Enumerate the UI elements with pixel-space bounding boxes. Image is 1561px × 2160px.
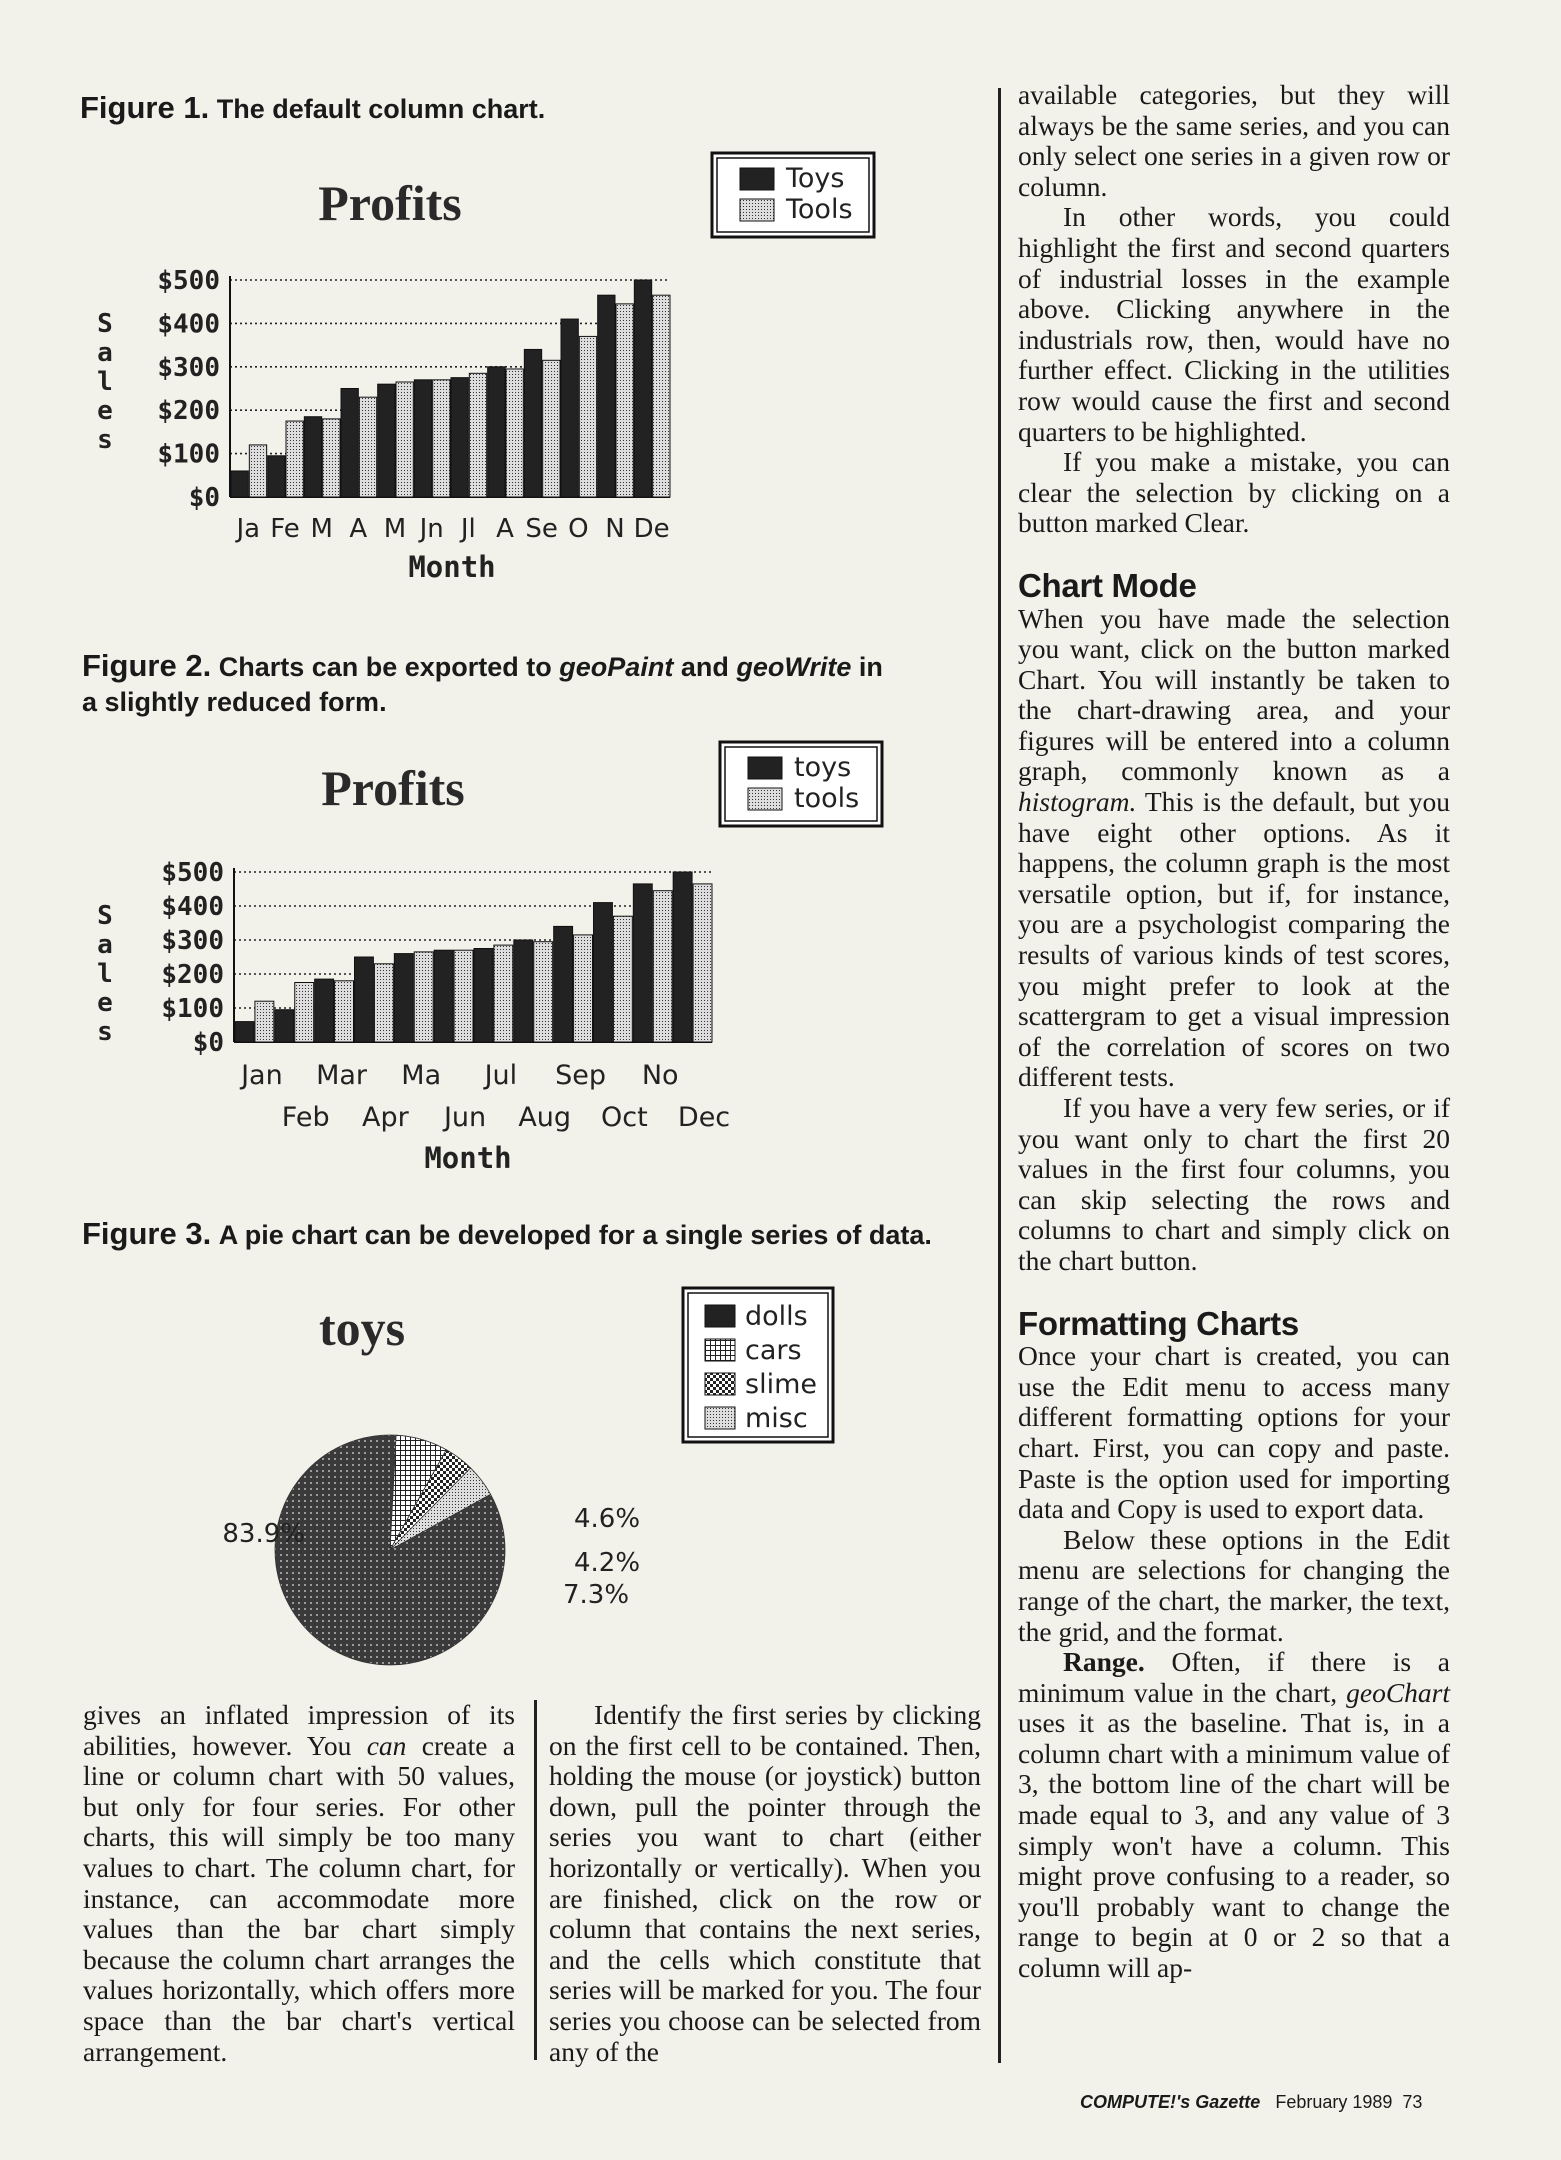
pie-label-cars: 4.6% bbox=[574, 1504, 641, 1534]
bar-toys bbox=[554, 926, 573, 1042]
section-heading-formatting-charts: Formatting Charts bbox=[1018, 1304, 1299, 1342]
column-1-text bbox=[83, 1700, 515, 2067]
column-3-text bbox=[1018, 80, 1450, 1984]
col3-paragraph-2: If you make a mistake, you can clear the selection by clicking on a button marked Clear. bbox=[1018, 446, 1450, 539]
bar-toys bbox=[304, 417, 321, 497]
bar-tools bbox=[693, 884, 712, 1042]
bar-tools bbox=[469, 373, 486, 497]
legend-label-tools: Tools bbox=[786, 194, 853, 225]
col3-p7-range-label: Range. bbox=[1063, 1646, 1145, 1678]
y-axis-title-letter: S bbox=[97, 901, 113, 931]
figure1-caption-text: The default column chart. bbox=[216, 94, 546, 124]
col3-paragraph-0: available categories, but they will always be the same series, and you can only select one series in a given row or column. bbox=[1018, 79, 1450, 202]
y-tick-label: $0 bbox=[192, 1028, 224, 1058]
x-tick-label: Jul bbox=[484, 1060, 518, 1091]
col1-text-can: can bbox=[366, 1729, 407, 1761]
bar-tools bbox=[323, 419, 340, 497]
page-footer bbox=[1080, 2092, 1460, 2113]
footer-magazine: COMPUTE!'s Gazette bbox=[1080, 2092, 1261, 2112]
col3-p3-histogram: histogram. bbox=[1018, 786, 1137, 818]
y-tick-label: $100 bbox=[157, 439, 220, 470]
col3-paragraph-7 bbox=[1018, 1647, 1450, 1984]
y-tick-label: $500 bbox=[157, 266, 220, 296]
bar-tools bbox=[653, 891, 672, 1042]
legend-swatch-tools bbox=[740, 199, 774, 221]
y-tick-label: $300 bbox=[161, 926, 224, 956]
x-tick-label: Ja bbox=[236, 514, 261, 544]
bar-toys bbox=[451, 378, 468, 497]
figure1-number: Figure 1. bbox=[80, 90, 210, 125]
bar-tools bbox=[249, 445, 266, 497]
figure2-column-chart bbox=[80, 730, 900, 1180]
bar-toys bbox=[633, 884, 652, 1042]
x-tick-label: Feb bbox=[281, 1102, 330, 1133]
bar-tools bbox=[374, 964, 393, 1042]
bar-toys bbox=[341, 389, 358, 498]
bar-tools bbox=[543, 360, 560, 497]
bar-tools bbox=[286, 421, 303, 497]
bar-toys bbox=[235, 1022, 254, 1042]
col3-paragraph-4: If you have a very few series, or if you want only to chart the first 20 values in the first four columns, you can skip selecting the rows and columns to chart and simply click on the chart button. bbox=[1018, 1092, 1450, 1276]
x-tick-label: M bbox=[310, 514, 333, 544]
figure2-caption-tail: in a slightly reduced form. bbox=[82, 652, 883, 717]
y-axis-title-letter: l bbox=[97, 959, 113, 989]
y-tick-label: $200 bbox=[161, 960, 224, 990]
bar-tools bbox=[295, 983, 314, 1043]
y-tick-label: $500 bbox=[161, 858, 224, 888]
col1-paragraph bbox=[83, 1700, 515, 2067]
x-tick-label: Apr bbox=[362, 1102, 409, 1133]
bar-toys bbox=[598, 295, 615, 497]
col3-p7-geochart: geoChart bbox=[1346, 1676, 1450, 1708]
x-tick-label: O bbox=[568, 514, 589, 544]
x-axis-title: Month bbox=[408, 550, 496, 584]
footer-issue: February 1989 bbox=[1275, 2092, 1393, 2112]
bar-toys bbox=[673, 872, 692, 1042]
figure2-caption-and: and bbox=[673, 652, 737, 682]
pie-label-slime: 4.2% bbox=[574, 1548, 641, 1578]
x-tick-label: M bbox=[383, 514, 407, 544]
legend-swatch-slime bbox=[705, 1373, 735, 1395]
figure3-caption bbox=[82, 1216, 962, 1253]
col3-p3-text-b: This is the default, but you have eight other options. As it happens, the column graph is the most versatile option, but if, for instance, you are a psychologist comparing the results of various kinds of test scores, you might prefer to look at the scattergram to get a visual impression of the correlation of scores on two different tests. bbox=[1018, 786, 1450, 1093]
bar-toys bbox=[474, 949, 493, 1043]
y-tick-label: $200 bbox=[157, 396, 220, 427]
y-tick-label: $400 bbox=[157, 309, 220, 340]
legend-label-toys: Toys bbox=[786, 163, 845, 194]
x-tick-label: Dec bbox=[677, 1102, 731, 1133]
figure2-caption bbox=[82, 648, 892, 720]
x-tick-label: N bbox=[605, 514, 625, 544]
legend-label-cars: cars bbox=[745, 1335, 802, 1366]
bar-toys bbox=[268, 456, 285, 497]
bar-toys bbox=[414, 380, 431, 497]
legend-swatch-cars bbox=[705, 1339, 735, 1361]
col3-p7-text-c: uses it as the baseline. That is, in a column chart with a minimum value of 3, the bottom line of the chart will be made equal to 3, and any value of 3 simply won't have a column. This might prove confusing to a reader, so you'll probably want to change the range to begin at 0 or 2 so that a column will ap- bbox=[1018, 1707, 1450, 1984]
y-axis-title-letter: a bbox=[97, 930, 113, 960]
legend-swatch-tools bbox=[748, 788, 782, 810]
legend-swatch-toys bbox=[748, 757, 782, 779]
figure1-column-chart bbox=[80, 140, 900, 590]
figure2-caption-geowrite: geoWrite bbox=[736, 652, 852, 682]
bar-toys bbox=[231, 471, 248, 497]
x-axis-title: Month bbox=[424, 1141, 512, 1175]
y-axis-title-letter: s bbox=[97, 425, 113, 455]
section-heading-chart-mode: Chart Mode bbox=[1018, 566, 1197, 604]
figure2-number: Figure 2. bbox=[82, 648, 212, 683]
bar-tools bbox=[653, 295, 670, 497]
legend-label-toys: toys bbox=[794, 752, 852, 783]
bar-tools bbox=[414, 952, 433, 1042]
col3-p7-text-a: Often, if there is a minimum value in the chart, bbox=[1018, 1646, 1450, 1708]
bar-toys bbox=[378, 384, 395, 497]
legend-label-misc: misc bbox=[745, 1403, 808, 1434]
legend-label-dolls: dolls bbox=[745, 1301, 808, 1332]
figure3-caption-text: A pie chart can be developed for a single series of data. bbox=[218, 1220, 932, 1250]
bar-tools bbox=[433, 380, 450, 497]
legend-swatch-misc bbox=[705, 1407, 735, 1429]
figure2-caption-geopaint: geoPaint bbox=[559, 652, 674, 682]
chart-title: Profits bbox=[321, 760, 465, 816]
x-tick-label: Jn bbox=[419, 514, 444, 544]
bar-toys bbox=[315, 979, 334, 1042]
bar-toys bbox=[594, 903, 613, 1042]
bar-tools bbox=[506, 369, 523, 497]
y-axis-title-letter: e bbox=[97, 988, 113, 1018]
x-tick-label: A bbox=[349, 514, 368, 544]
col1-text-a: gives an inflated impression of its abilities, however. You bbox=[83, 1699, 515, 1761]
col3-paragraph-3 bbox=[1018, 604, 1450, 1094]
column-divider-1 bbox=[534, 1700, 537, 2060]
y-axis-title-letter: S bbox=[97, 309, 113, 339]
legend-label-slime: slime bbox=[745, 1369, 817, 1400]
figure3-number: Figure 3. bbox=[82, 1216, 212, 1251]
bar-toys bbox=[488, 367, 505, 497]
col3-p3-text-a: When you have made the selection you want, click on the button marked Chart. You will instantly be taken to the chart-drawing area, and your figures will be entered into a column graph, commonly known as a bbox=[1018, 602, 1450, 787]
bar-toys bbox=[634, 280, 651, 497]
bar-tools bbox=[494, 945, 513, 1042]
col2-paragraph: Identify the first series by clicking on the first cell to be contained. Then, holding the mouse (or joystick) button down, pull the pointer through the series you want to chart (either horizontally or vertically). When you are finished, click on the row or column that contains the next series, and the cells which constitute that series will be marked for you. The four series you choose can be selected from any of the bbox=[549, 1699, 981, 2067]
y-tick-label: $0 bbox=[188, 483, 220, 513]
legend-swatch-dolls bbox=[705, 1305, 735, 1327]
x-tick-label: Jun bbox=[443, 1102, 487, 1133]
bar-tools bbox=[396, 382, 413, 497]
bar-toys bbox=[275, 1010, 294, 1042]
bar-tools bbox=[574, 935, 593, 1042]
bar-toys bbox=[394, 954, 413, 1042]
column-2-text bbox=[549, 1700, 981, 2067]
x-tick-label: Aug bbox=[518, 1102, 572, 1133]
bar-toys bbox=[524, 349, 541, 497]
bar-toys bbox=[355, 957, 374, 1042]
y-tick-label: $300 bbox=[157, 352, 220, 383]
y-axis-title-letter: s bbox=[97, 1017, 113, 1047]
y-axis-title-letter: l bbox=[97, 367, 113, 397]
y-axis-title-letter: a bbox=[97, 338, 113, 368]
x-tick-label: Sep bbox=[555, 1060, 606, 1091]
x-tick-label: Ma bbox=[401, 1060, 442, 1091]
bar-toys bbox=[561, 319, 578, 497]
y-tick-label: $100 bbox=[161, 994, 224, 1024]
x-tick-label: Fe bbox=[270, 514, 300, 544]
col3-paragraph-6: Below these options in the Edit menu are selections for changing the range of the chart, the marker, the text, the grid, and the format. bbox=[1018, 1523, 1450, 1647]
x-tick-label: Se bbox=[525, 514, 558, 544]
figure1-caption bbox=[80, 90, 880, 127]
x-tick-label: De bbox=[633, 514, 670, 544]
bar-tools bbox=[359, 397, 376, 497]
footer-page-number: 73 bbox=[1402, 2092, 1423, 2112]
x-tick-label: A bbox=[496, 514, 514, 544]
legend-label-tools: tools bbox=[794, 783, 860, 814]
column-divider-2 bbox=[998, 88, 1001, 2063]
y-axis-title-letter: e bbox=[97, 396, 113, 426]
x-tick-label: Mar bbox=[316, 1060, 368, 1091]
col1-text-b: create a line or column chart with 50 values, but only for four series. For other charts, this will simply be too many values to chart. The column chart, for instance, can accommodate more values than the bar chart simply because the column chart arranges the values horizontally, which offers more space than the bar chart's vertical arrangement. bbox=[83, 1729, 515, 2067]
pie-label-misc: 7.3% bbox=[563, 1580, 630, 1610]
figure3-pie-chart bbox=[80, 1270, 900, 1670]
bar-tools bbox=[255, 1001, 274, 1042]
figure2-caption-text: Charts can be exported to bbox=[218, 652, 560, 682]
x-tick-label: Jl bbox=[460, 514, 476, 544]
bar-tools bbox=[335, 981, 354, 1042]
legend-swatch-toys bbox=[740, 168, 774, 190]
col3-paragraph-1: In other words, you could highlight the first and second quarters of industrial losses in the example above. Clicking anywhere in the industrials row, then, would have no further effect. Clicking in the utilities row would cause the first and second quarters to be highlighted. bbox=[1018, 201, 1450, 447]
chart-title: toys bbox=[318, 1300, 406, 1356]
y-tick-label: $400 bbox=[161, 892, 224, 922]
x-tick-label: Jan bbox=[241, 1060, 283, 1091]
bar-toys bbox=[514, 940, 533, 1042]
pie-label-dolls: 83.9% bbox=[222, 1519, 305, 1549]
x-tick-label: No bbox=[641, 1060, 679, 1091]
bar-tools bbox=[454, 950, 473, 1042]
bar-toys bbox=[434, 950, 453, 1042]
x-tick-label: Oct bbox=[601, 1102, 648, 1133]
bar-tools bbox=[579, 336, 596, 497]
bar-tools bbox=[613, 916, 632, 1042]
col3-paragraph-5: Once your chart is created, you can use the Edit menu to access many different formatting options for your chart. First, you can copy and paste. Paste is the option used for importing data and Copy is used to export data. bbox=[1018, 1340, 1450, 1525]
bar-tools bbox=[534, 942, 553, 1042]
bar-tools bbox=[616, 304, 633, 497]
chart-title: Profits bbox=[318, 175, 462, 231]
